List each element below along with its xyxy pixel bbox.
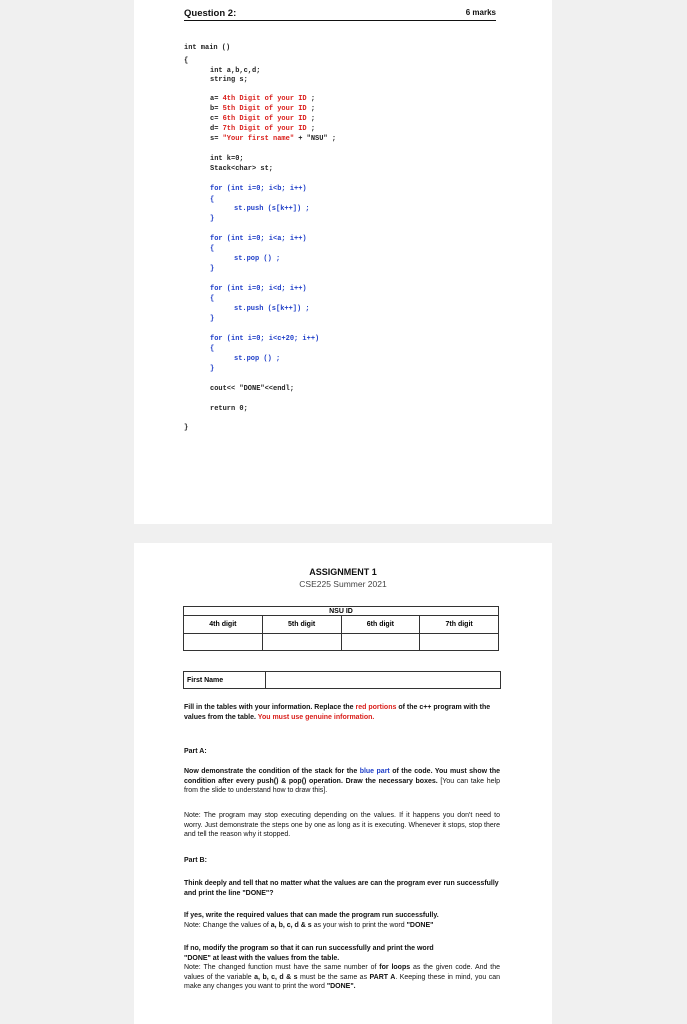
col-5th-digit: 5th digit	[262, 616, 341, 634]
first-name-table	[183, 671, 501, 689]
code-brace: {	[210, 345, 215, 353]
code-assign-b: b= 5th Digit of your ID ;	[210, 105, 316, 113]
code-pop-1: st.pop () ;	[234, 255, 281, 263]
nsu-id-table	[183, 606, 499, 651]
red-c: 6th Digit of your ID	[222, 115, 307, 123]
instructions: Fill in the tables with your information. Replace the red portions of the c++ program with the values from the table. You must use genuine information.	[184, 704, 491, 721]
code-brace: }	[210, 265, 215, 273]
code-for-2: for (int i=0; i<a; i++)	[210, 235, 307, 243]
part-b-heading: Part B:	[184, 857, 207, 864]
code-decl-int: int a,b,c,d;	[210, 67, 261, 75]
col-4th-digit: 4th digit	[184, 616, 263, 634]
code-brace: }	[210, 215, 215, 223]
code-assign-a: a= 4th Digit of your ID ;	[210, 95, 316, 103]
question-title: Question 2:	[184, 8, 237, 19]
assignment-subtitle: CSE225 Summer 2021	[299, 579, 387, 589]
red-b: 5th Digit of your ID	[222, 105, 307, 113]
if-no-block: If no, modify the program so that it can run successfully and print the word "DONE" at least with the values from the table. Note: The changed function must have the same number of for loops as the given code. And the values of the variable a, b, c, d & s must be the same as PART A. Keeping these in mind, you can make any changes you want to print the word "DONE".	[184, 945, 500, 990]
page-2	[134, 543, 552, 1024]
input-4th-digit[interactable]	[184, 634, 263, 651]
code-push-1: st.push (s[k++]) ;	[234, 205, 310, 213]
input-7th-digit[interactable]	[420, 634, 499, 651]
code-return: return 0;	[210, 405, 248, 413]
code-k-init: int k=0;	[210, 155, 244, 163]
red-a: 4th Digit of your ID	[222, 95, 307, 103]
first-name-input[interactable]	[266, 672, 501, 689]
part-b-text: Think deeply and tell that no matter what the values are can the program ever run successfully and print the line "DONE"?	[184, 880, 499, 897]
code-for-1: for (int i=0; i<b; i++)	[210, 185, 307, 193]
code-main: int main ()	[184, 44, 231, 52]
code-assign-d: d= 7th Digit of your ID ;	[210, 125, 316, 133]
col-7th-digit: 7th digit	[420, 616, 499, 634]
red-d: 7th Digit of your ID	[222, 125, 307, 133]
question-heading	[184, 8, 496, 21]
part-a-heading: Part A:	[184, 748, 207, 755]
col-6th-digit: 6th digit	[341, 616, 420, 634]
part-a-text: Now demonstrate the condition of the stack for the blue part of the code. You must show the condition after every push() & pop() operation. Draw the necessary boxes. [You can take help from the slide to understand how to draw this].	[184, 768, 501, 794]
code-brace: }	[210, 315, 215, 323]
first-name-label: First Name	[184, 672, 266, 689]
code-brace: }	[210, 365, 215, 373]
assignment-title: ASSIGNMENT 1	[309, 567, 377, 577]
page-1	[134, 0, 552, 524]
code-assign-c: c= 6th Digit of your ID ;	[210, 115, 316, 123]
code-brace: {	[210, 245, 215, 253]
red-s: "Your first name"	[222, 135, 295, 143]
code-stack-decl: Stack<char> st;	[210, 165, 274, 173]
code-cout: cout<< "DONE"<<endl;	[210, 385, 295, 393]
if-yes-block: If yes, write the required values that can made the program run successfully. Note: Change the values of a, b, c, d & s as your wish to print the word "DONE"	[184, 912, 439, 929]
code-for-3: for (int i=0; i<d; i++)	[210, 285, 307, 293]
code-push-2: st.push (s[k++]) ;	[234, 305, 310, 313]
code-brace: {	[210, 295, 215, 303]
code-brace-open: {	[184, 57, 189, 65]
code-brace-close: }	[184, 424, 189, 432]
part-a-note: Note: The program may stop executing depending on the values. If it happens you don't need to worry. Just demonstrate the steps one by one as long as it is executing. Whenever it stops, stop there and tell the reason why it stopped.	[184, 812, 500, 838]
code-brace: {	[210, 196, 215, 204]
question-marks: 6 marks	[465, 8, 496, 17]
code-for-4: for (int i=0; i<c+20; i++)	[210, 335, 320, 343]
code-decl-string: string s;	[210, 76, 248, 84]
input-5th-digit[interactable]	[262, 634, 341, 651]
code-pop-2: st.pop () ;	[234, 355, 281, 363]
code-assign-s: s= "Your first name" + "NSU" ;	[210, 135, 337, 143]
input-6th-digit[interactable]	[341, 634, 420, 651]
nsu-id-header: NSU ID	[184, 607, 499, 616]
